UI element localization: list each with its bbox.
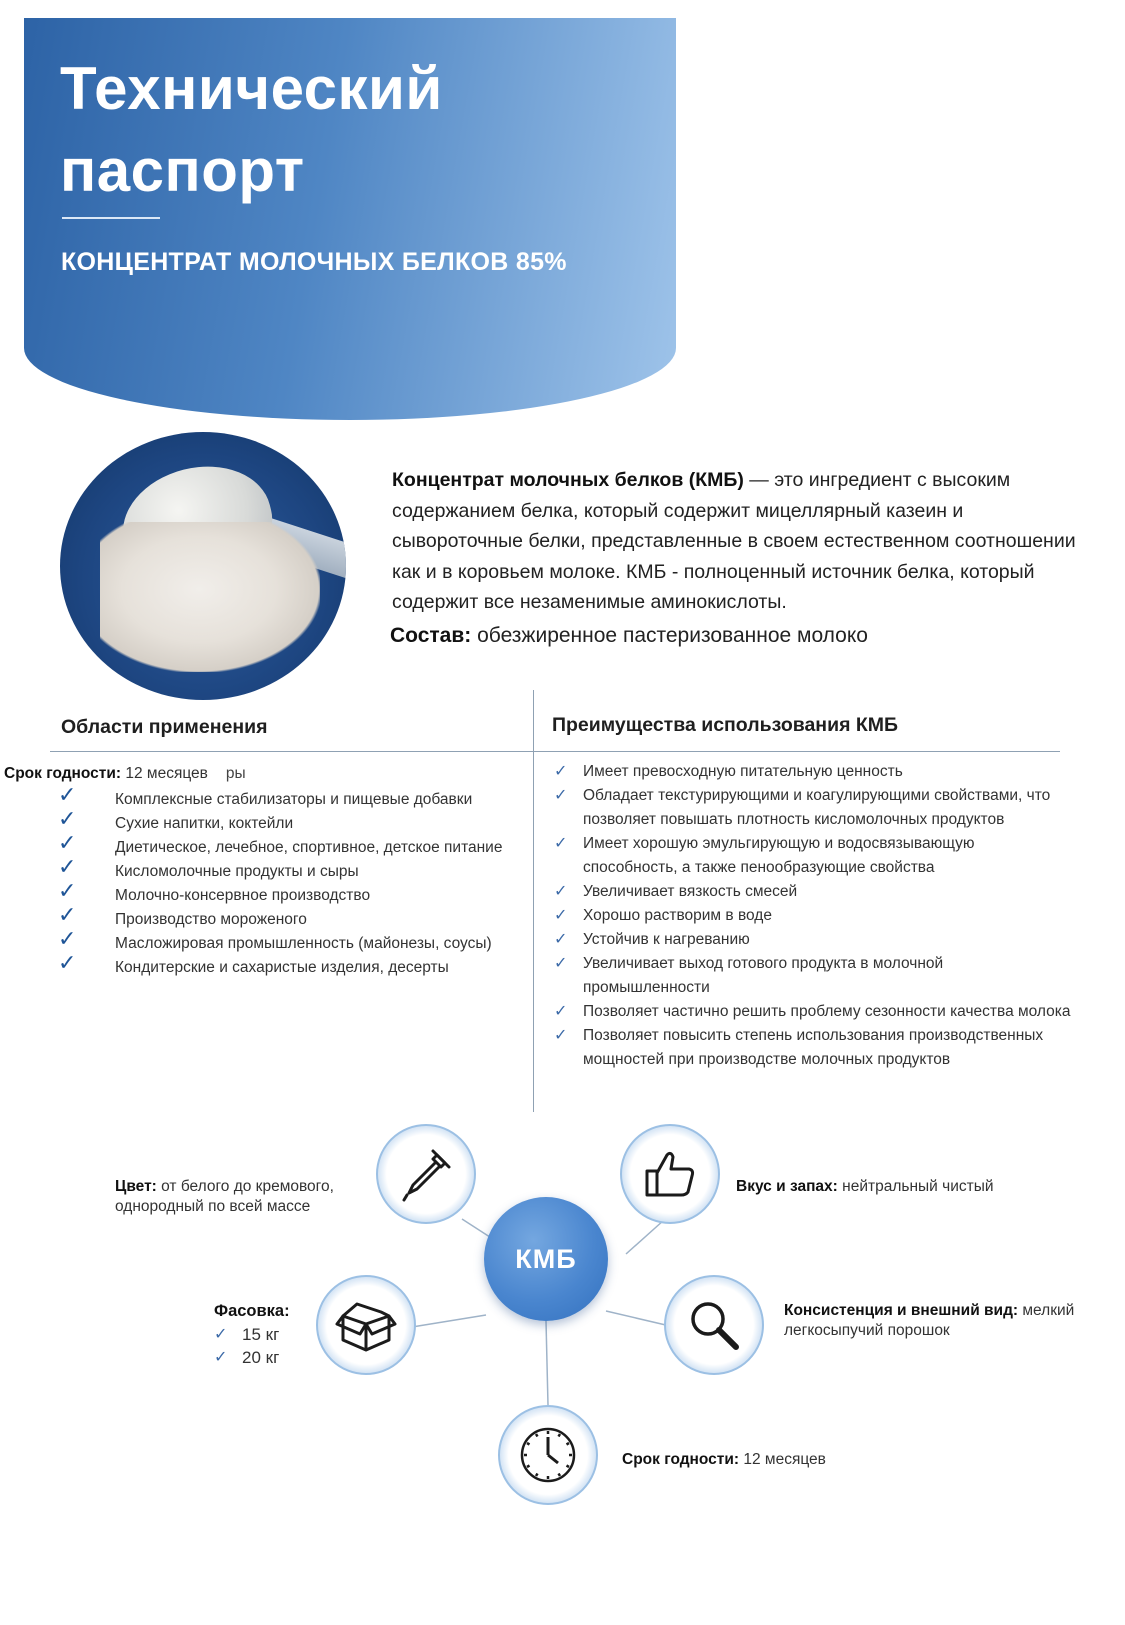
composition-value: обезжиренное пастеризованное молоко	[471, 624, 868, 647]
list-item-label: Хорошо растворим в воде	[583, 907, 772, 924]
check-icon: ✓	[554, 907, 568, 924]
check-icon: ✓	[554, 883, 568, 900]
packaging-option: 20 кг	[242, 1348, 280, 1367]
list-item-label: Имеет превосходную питательную ценность	[583, 763, 903, 780]
product-definition: — это ингредиент с высоким содержанием белка, который содержит мицеллярный казеин и сывороточные белки, представленные в своем естественном соотношении как и в коровьем молоке. КМБ - полноценный источник белка, который содержит все незаменимые аминокислоты.	[392, 469, 1076, 613]
taste-label: Вкус и запах:	[736, 1178, 838, 1195]
list-item-label: Кисломолочные продукты и сыры	[115, 863, 359, 880]
check-icon: ✓	[214, 1349, 228, 1366]
section-divider	[50, 751, 1060, 752]
shelf-life-property	[622, 1450, 826, 1470]
benefits-heading: Преимущества использования КМБ	[552, 714, 899, 736]
overlay-tail: ры	[225, 765, 246, 782]
color-label: Цвет:	[115, 1178, 157, 1195]
check-icon: ✓	[58, 878, 77, 903]
overlay-value: 12 месяцев	[121, 765, 208, 782]
list-item	[553, 904, 1073, 928]
check-icon: ✓	[58, 902, 77, 927]
list-item	[553, 880, 1073, 904]
powder-pile	[100, 522, 320, 672]
composition-label: Состав:	[390, 624, 472, 647]
packaging-label: Фасовка:	[214, 1302, 290, 1320]
list-item	[553, 832, 1073, 880]
color-value: от белого до кремового, однородный по всей массе	[115, 1178, 334, 1215]
title-divider	[62, 217, 160, 219]
list-item	[553, 1024, 1073, 1072]
product-photo	[60, 432, 346, 700]
list-item	[553, 952, 1073, 1000]
taste-property	[736, 1177, 1056, 1197]
packaging-option: 15 кг	[242, 1325, 280, 1344]
list-item	[214, 1323, 290, 1346]
shelf-life-label: Срок годности:	[622, 1451, 740, 1468]
consistency-property	[784, 1301, 1084, 1341]
check-icon: ✓	[58, 926, 77, 951]
title-line-2: паспорт	[60, 137, 305, 204]
check-icon: ✓	[58, 806, 77, 831]
check-icon: ✓	[554, 1003, 568, 1020]
overlay-label: Срок годности:	[4, 765, 122, 782]
packaging-node	[316, 1275, 416, 1375]
pipette-icon	[397, 1145, 455, 1203]
magnifier-icon	[686, 1297, 742, 1353]
list-item	[553, 1000, 1073, 1024]
list-item-label: Устойчив к нагреванию	[583, 931, 750, 948]
list-item-label: Молочно-консервное производство	[115, 887, 371, 904]
check-icon: ✓	[214, 1326, 228, 1343]
list-item	[553, 760, 1073, 784]
packaging-options	[214, 1323, 290, 1369]
shelf-life-node	[498, 1405, 598, 1505]
list-item-label: Позволяет частично решить проблему сезонности качества молока	[583, 1003, 1071, 1020]
product-description	[392, 465, 1082, 618]
consistency-value: мелкий легкосыпучий порошок	[784, 1302, 1075, 1339]
list-item-label: Увеличивает выход готового продукта в молочной промышленности	[583, 955, 944, 996]
list-item-label: Сухие напитки, коктейли	[115, 815, 294, 832]
consistency-label: Консистенция и внешний вид:	[784, 1302, 1019, 1319]
check-icon: ✓	[58, 950, 77, 975]
product-term: Концентрат молочных белков (КМБ)	[392, 469, 744, 491]
taste-node	[620, 1124, 720, 1224]
benefits-list	[553, 760, 1073, 1072]
hub-node	[484, 1197, 608, 1321]
check-icon: ✓	[554, 787, 568, 804]
list-item-label: Позволяет повысить степень использования производственных мощностей при производстве молочных продуктов	[583, 1027, 1044, 1068]
shelf-life-value: 12 месяцев	[739, 1451, 826, 1468]
thumbs-up-icon	[641, 1145, 699, 1203]
list-item-label: Увеличивает вязкость смесей	[583, 883, 798, 900]
shelf-life-overlay	[4, 765, 246, 783]
check-icon: ✓	[554, 763, 568, 780]
packaging-property	[214, 1301, 290, 1369]
box-icon	[335, 1294, 397, 1356]
color-node	[376, 1124, 476, 1224]
check-icon: ✓	[58, 782, 77, 807]
title-line-1: Технический	[60, 55, 443, 122]
consistency-node	[664, 1275, 764, 1375]
hub-label: КМБ	[515, 1243, 577, 1274]
page-subtitle: КОНЦЕНТРАТ МОЛОЧНЫХ БЕЛКОВ 85%	[61, 248, 567, 276]
check-icon: ✓	[554, 835, 568, 852]
list-item-label: Имеет хорошую эмульгирующую и водосвязывающую способность, а также пенообразующие свойства	[583, 835, 975, 876]
composition	[390, 624, 868, 648]
list-item-label: Кондитерские и сахаристые изделия, десерты	[115, 959, 449, 976]
check-icon: ✓	[554, 931, 568, 948]
color-property	[115, 1177, 365, 1217]
page-title	[60, 48, 620, 212]
check-icon: ✓	[554, 955, 568, 972]
applications-heading: Области применения	[61, 716, 268, 738]
check-icon: ✓	[58, 854, 77, 879]
check-icon: ✓	[554, 1027, 568, 1044]
list-item-label: Масложировая промышленность (майонезы, соусы)	[115, 935, 492, 952]
check-icon: ✓	[58, 830, 77, 855]
properties-diagram	[0, 1130, 1125, 1520]
list-item-label: Производство мороженого	[115, 911, 307, 928]
list-item	[214, 1346, 290, 1369]
taste-value: нейтральный чистый	[837, 1178, 994, 1195]
column-divider	[533, 690, 534, 1112]
list-item-label: Обладает текстурирующими и коагулирующими свойствами, что позволяет повышать плотность кисломолочных продуктов	[583, 787, 1051, 828]
clock-icon	[518, 1425, 578, 1485]
list-item	[553, 928, 1073, 952]
list-item-label: Комплексные стабилизаторы и пищевые добавки	[115, 791, 473, 808]
list-item-label: Диетическое, лечебное, спортивное, детское питание	[115, 839, 503, 856]
list-item	[553, 784, 1073, 832]
